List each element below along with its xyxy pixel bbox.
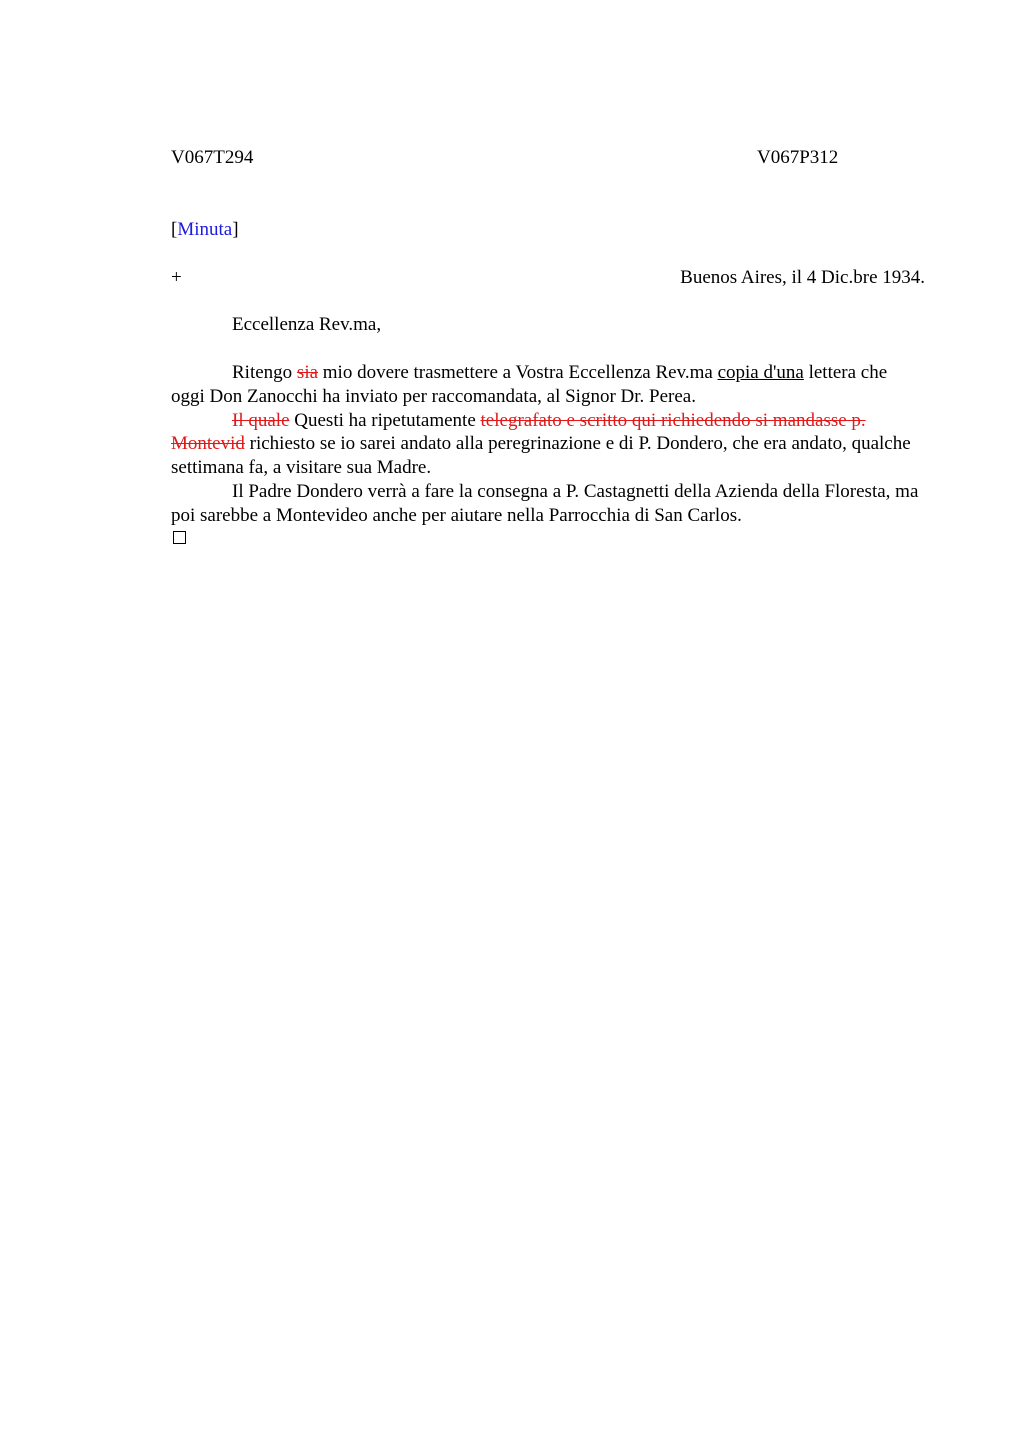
paragraph-3 (171, 480, 925, 528)
text-run: lettera che oggi Don Zanocchi ha inviato per raccomandata, al Signor Dr. Perea. (171, 362, 888, 407)
archive-code-right: V067P312 (757, 147, 839, 168)
paragraph-1 (171, 361, 925, 409)
archive-code-left: V067T294 (171, 147, 254, 168)
text-run: mio dovere trasmettere a Vostra Eccellenza Rev.ma (318, 362, 718, 383)
paragraph-2 (171, 409, 925, 480)
text-run: richiesto se io sarei andato alla peregrinazione e di P. Dondero, che era andato, qualche settimana fa, a visitare sua Madre. (171, 433, 911, 479)
text-run: Il Padre Dondero verrà a fare la consegna a P. Castagnetti della Azienda della Floresta, ma poi sarebbe a Montevideo anche per aiutare nella Parrocchia di San Carlos. (171, 480, 919, 526)
text-run: Questi ha ripetutamente (289, 409, 481, 431)
salutation: Eccellenza Rev.ma, (232, 314, 382, 335)
deleted-text: Il quale (232, 409, 290, 431)
deleted-text: sia (296, 362, 319, 383)
cross-mark: + (171, 267, 182, 288)
text-run: Ritengo (232, 362, 297, 383)
underlined-text: copia d'una (717, 362, 804, 383)
dateline: Buenos Aires, il 4 Dic.bre 1934. (680, 267, 925, 288)
draft-note (171, 218, 239, 242)
end-box-icon (173, 531, 186, 544)
draft-label: Minuta (177, 219, 233, 240)
deleted-text: telegrafato e scritto qui richiedendo si mandasse p. Montevid (171, 409, 866, 455)
letter-body (171, 361, 925, 528)
close-bracket: ] (232, 219, 239, 240)
open-bracket: [ (171, 219, 178, 240)
